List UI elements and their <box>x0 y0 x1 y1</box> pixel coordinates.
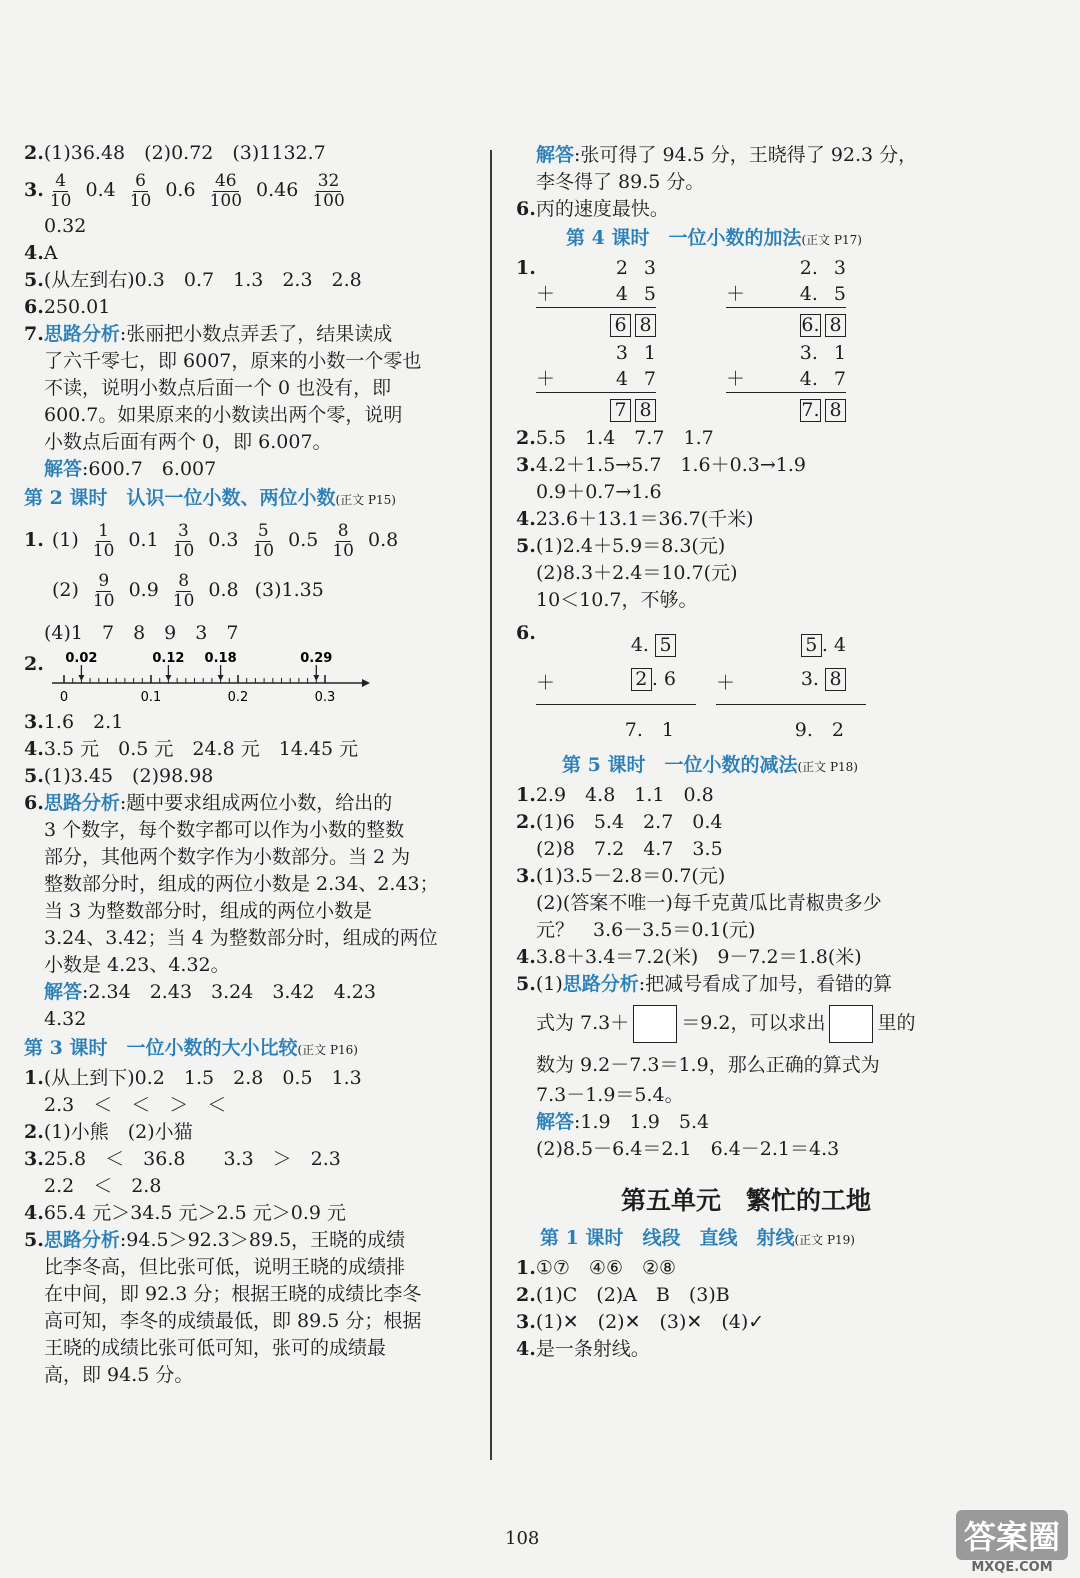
l2-answer-1-line3: (4)1 7 8 9 3 7 <box>44 622 239 644</box>
l4-answer-6: 6. 4. 5 ＋ 2 . 6 7. 1 5 . 4 ＋ 3. 8 9. 2 <box>516 620 976 750</box>
l3-answer-5: 5.思路分析:94.5＞92.3＞89.5，王晓的成绩 比李冬高，但比张可低，说明王晓的成绩排 在中间，即 92.3 分；根据王晓的成绩比李冬 高可知，李冬的成绩最低，即 89.5 分；根据 王晓的成绩比张可低可知，张可的成绩最 高，即 94.5 分。 <box>24 1229 422 1386</box>
l4-answer-4: 4.23.6＋13.1＝36.7(千米) <box>516 508 754 530</box>
u5-answer-1: 1.①⑦ ④⑥ ②⑧ <box>516 1257 677 1279</box>
fraction: $\frac{46}{100}$ <box>209 170 243 211</box>
mark-label: 0.12 <box>152 651 185 666</box>
fraction: $\frac{1}{10}$ <box>92 520 115 561</box>
tick-label: 0 <box>59 690 68 705</box>
answer-6-right: 6.丙的速度最快。 <box>516 198 669 220</box>
lesson-3-heading: 第 3 课时 一位小数的大小比较(正文 P16) <box>24 1037 358 1059</box>
l5-answer-2: 2.(1)6 5.4 2.7 0.4 (2)8 7.2 4.7 3.5 <box>516 811 723 860</box>
mark-label: 0.02 <box>65 651 98 666</box>
l2-answer-3: 3.1.6 2.1 <box>24 711 124 733</box>
answer-5: 5.(从左到右)0.3 0.7 1.3 2.3 2.8 <box>24 269 362 291</box>
fraction: $\frac{3}{10}$ <box>172 520 195 561</box>
l5-answer-3: 3.(1)3.5－2.8＝0.7(元) (2)(答案不唯一)每千克黄瓜比青椒贵多少 元？ 3.6－3.5＝0.1(元) <box>516 865 882 941</box>
answer-top: 解答:张可得了 94.5 分，王晓得了 92.3 分， 李冬得了 89.5 分。 <box>536 144 918 193</box>
l4-answer-3: 3.4.2＋1.5→5.7 1.6＋0.3→1.9 0.9＋0.7→1.6 <box>516 454 806 503</box>
fraction: $\frac{6}{10}$ <box>129 170 152 211</box>
fraction: $\frac{8}{10}$ <box>172 570 195 611</box>
right-column <box>516 140 976 1363</box>
vertical-addition: 3. 1 ＋ 4. 7 7. 8 <box>726 340 846 425</box>
l2-answer-6: 6.思路分析:题中要求组成两位小数，给出的 3 个数字，每个数字都可以作为小数的整数 部分，其他两个数字作为小数部分。当 2 为 整数部分时，组成的两位小数是 2.34、2.43； 当 3 为整数部分时，组成的两位小数是 3.24、3.42；当 4 为整数部分时，组成的两位 小数是 4.23、4.32。 解答:2.34 2.43 3.24 3.42 4.23 4.32 <box>24 792 439 1030</box>
fraction: $\frac{8}{10}$ <box>332 520 354 561</box>
l2-answer-2: 2. 0 0.1 0.2 0.3 0.02 0.12 0.18 0.29 <box>24 651 474 709</box>
u5-answer-2: 2.(1)C (2)A B (3)B <box>516 1284 730 1306</box>
fraction: $\frac{5}{10}$ <box>252 520 275 561</box>
l5-answer-5: 5.(1)思路分析:把减号看成了加号，看错的算 式为 7.3＋ ＝9.2，可以求出 里的 数为 9.2－7.3＝1.9，那么正确的算式为 7.3－1.9＝5.4。 解答:1.9 1.9 5.4 (2)8.5－6.4＝2.1 6.4－2.1＝4.3 <box>516 973 916 1160</box>
page-number: 108 <box>505 1528 540 1549</box>
l4-answer-1: 1. 2 3 ＋ 4 5 6 8 2. 3 ＋ 4. 5 6. 8 3 1 ＋ 4 7 7 8 3. 1 ＋ 4. 7 7. 8 <box>516 255 976 425</box>
l5-answer-1: 1.2.9 4.8 1.1 0.8 <box>516 784 714 806</box>
vertical-addition: 3 1 ＋ 4 7 7 8 <box>536 340 656 425</box>
lesson-2-heading: 第 2 课时 认识一位小数、两位小数(正文 P15) <box>24 487 396 509</box>
tick-label: 0.2 <box>227 690 249 705</box>
answer-6: 6.250.01 <box>24 296 111 318</box>
unit5-lesson-1-heading: 第 1 课时 线段 直线 射线(正文 P19) <box>540 1227 855 1249</box>
fraction: $\frac{32}{100}$ <box>312 170 345 211</box>
l2-answer-4: 4.3.5 元 0.5 元 24.8 元 14.45 元 <box>24 738 359 760</box>
mark-arrowhead <box>78 675 84 681</box>
l2-answer-5: 5.(1)3.45 (2)98.98 <box>24 765 214 787</box>
lesson-4-heading: 第 4 课时 一位小数的加法(正文 P17) <box>566 227 862 249</box>
answer-7: 7.思路分析:张丽把小数点弄丢了，结果读成 了六千零七，即 6007，原来的小数一个零也 不读，说明小数点后面一个 0 也没有，即 600.7。如果原来的小数读出两个零，说明 小数点后面有两个 0，即 6.007。 解答:600.7 6.007 <box>24 323 422 480</box>
l3-answer-1: 1.(从上到下)0.2 1.5 2.8 0.5 1.3 2.3 ＜ ＜ ＞ ＜ <box>24 1067 362 1116</box>
l3-answer-3: 3.25.8 ＜ 36.8 3.3 ＞ 2.3 2.2 ＜ 2.8 <box>24 1148 341 1197</box>
blank-box <box>633 1005 677 1043</box>
l3-answer-4: 4.65.4 元＞34.5 元＞2.5 元＞0.9 元 <box>24 1202 347 1224</box>
column-divider <box>490 150 492 1460</box>
l4-answer-2: 2.5.5 1.4 7.7 1.7 <box>516 427 714 449</box>
mark-label: 0.29 <box>300 651 333 666</box>
vertical-addition: 2 3 ＋ 4 5 6 8 <box>536 255 656 340</box>
blank-box <box>829 1005 873 1043</box>
fraction: $\frac{4}{10}$ <box>49 170 72 211</box>
l3-answer-2: 2.(1)小熊 (2)小猫 <box>24 1121 193 1143</box>
answer-4: 4.A <box>24 242 58 264</box>
u5-answer-4: 4.是一条射线。 <box>516 1338 650 1360</box>
answer-3-tail: 0.32 <box>44 215 87 237</box>
u5-answer-3: 3.(1)✕ (2)✕ (3)✕ (4)✓ <box>516 1311 765 1333</box>
mark-arrowhead <box>165 675 171 681</box>
l2-answer-1-line2: (2) $\frac{9}{10}$ 0.9 $\frac{8}{10}$ 0.8 (3)1.35 <box>52 570 324 611</box>
l5-answer-4: 4.3.8＋3.4＝7.2(米) 9－7.2＝1.8(米) <box>516 946 862 968</box>
mark-arrowhead <box>217 675 223 681</box>
l4-answer-5: 5.(1)2.4＋5.9＝8.3(元) (2)8.3＋2.4＝10.7(元) 10＜10.7，不够。 <box>516 535 738 611</box>
vertical-addition: 2. 3 ＋ 4. 5 6. 8 <box>726 255 846 340</box>
watermark-logo: 答案圈 MXQE.COM <box>956 1510 1068 1575</box>
lesson-5-heading: 第 5 课时 一位小数的减法(正文 P18) <box>562 754 858 776</box>
fraction: $\frac{9}{10}$ <box>92 570 115 611</box>
tick-label: 0.1 <box>140 690 162 705</box>
answer-3: 3. $\frac{4}{10}$ 0.4 $\frac{6}{10}$ 0.6 $\frac{46}{100}$ 0.46 $\frac{32}{100}$ <box>24 170 345 211</box>
left-column <box>24 140 474 1389</box>
l2-answer-1: 1. (1) $\frac{1}{10}$ 0.1 $\frac{3}{10}$ 0.3 $\frac{5}{10}$ 0.5 $\frac{8}{10}$ 0.8 <box>24 520 399 561</box>
answer-2: 2.(1)36.48 (2)0.72 (3)1132.7 <box>24 142 326 164</box>
mark-arrowhead <box>313 675 319 681</box>
number-line <box>44 651 374 709</box>
tick-label: 0.3 <box>314 690 336 705</box>
unit-5-title: 第五单元 繁忙的工地 <box>620 1186 871 1215</box>
mark-label: 0.18 <box>204 651 237 666</box>
